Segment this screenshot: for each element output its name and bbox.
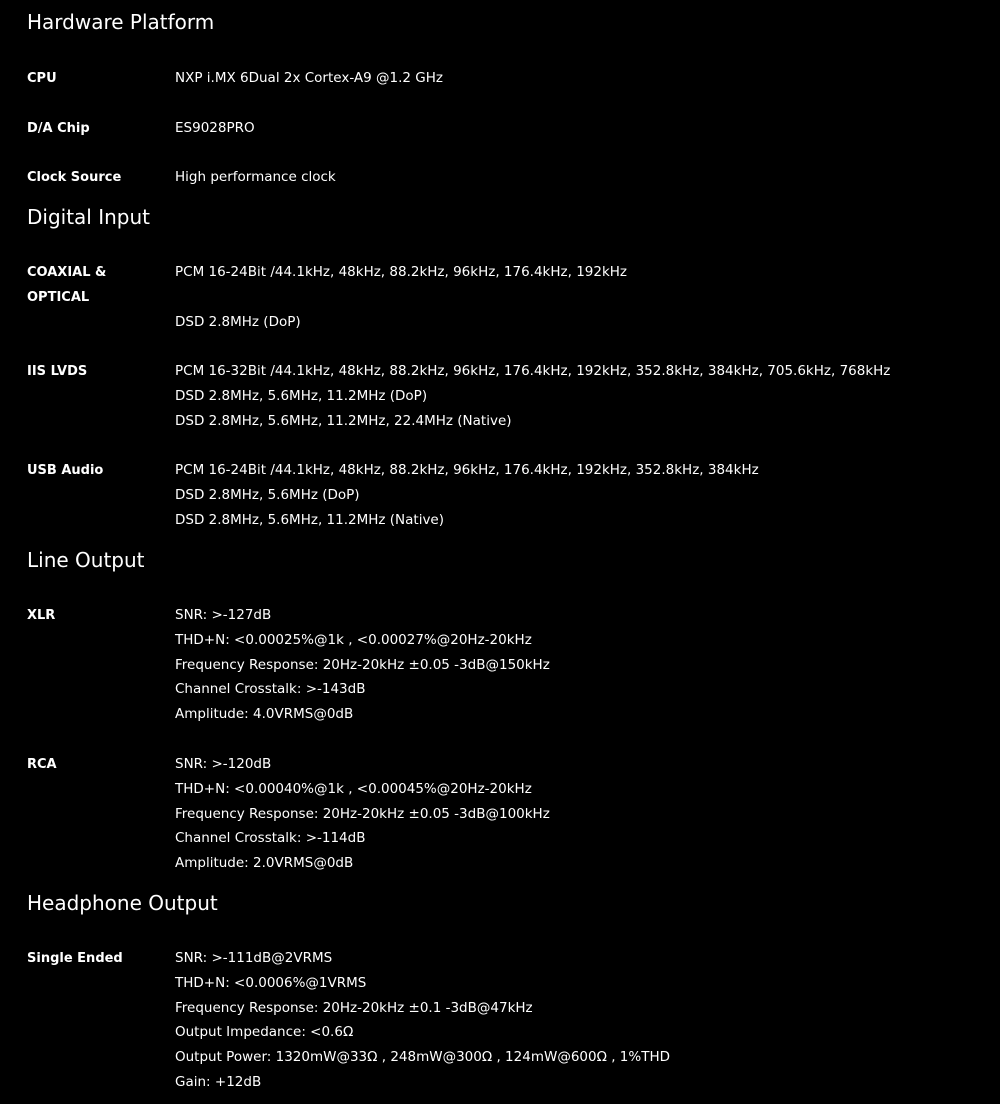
spec-value: THD+N: <0.00040%@1k , <0.00045%@20Hz-20kHz [175,780,532,797]
spec-value: SNR: >-127dB [175,607,272,623]
spec-value: SNR: >-111dB@2VRMS [175,950,333,966]
spec-values-single-ended [175,946,985,1095]
spec-value: SNR: >-120dB [175,756,272,772]
spec-value: DSD 2.8MHz, 5.6MHz, 11.2MHz (DoP) [175,387,428,404]
section-title-hardware-platform: Hardware Platform [27,10,215,34]
spec-value: DSD 2.8MHz (DoP) [175,313,301,330]
spec-value: THD+N: <0.0006%@1VRMS [175,974,367,991]
section-title-headphone-output: Headphone Output [27,891,218,915]
spec-value: DSD 2.8MHz, 5.6MHz, 11.2MHz, 22.4MHz (Native) [175,412,512,429]
spec-label-coaxial-optical: COAXIAL & OPTICAL [27,265,107,305]
spec-value: Amplitude: 4.0VRMS@0dB [175,706,354,723]
spec-values-coaxial-optical [175,260,985,334]
spec-label-xlr: XLR [27,608,56,623]
spec-value: PCM 16-24Bit /44.1kHz, 48kHz, 88.2kHz, 96kHz, 176.4kHz, 192kHz [175,264,628,280]
section-title-digital-input: Digital Input [27,205,151,229]
spec-value: ES9028PRO [175,120,255,136]
spec-value: PCM 16-24Bit /44.1kHz, 48kHz, 88.2kHz, 96kHz, 176.4kHz, 192kHz, 352.8kHz, 384kHz [175,462,759,478]
spec-value: NXP i.MX 6Dual 2x Cortex-A9 @1.2 GHz [175,70,443,86]
spec-value: Channel Crosstalk: >-114dB [175,830,366,847]
spec-value: Channel Crosstalk: >-143dB [175,681,366,698]
spec-value: Amplitude: 2.0VRMS@0dB [175,855,354,872]
spec-values-iis-lvds [175,359,985,433]
spec-value: Frequency Response: 20Hz-20kHz ±0.1 -3dB@47kHz [175,999,533,1016]
spec-label-single-ended: Single Ended [27,951,123,966]
spec-value-spacer [175,285,985,310]
spec-label-da-chip: D/A Chip [27,121,90,136]
spec-value: Frequency Response: 20Hz-20kHz ±0.05 -3dB@150kHz [175,656,550,673]
spec-value: DSD 2.8MHz, 5.6MHz (DoP) [175,486,360,503]
spec-label-usb-audio: USB Audio [27,463,104,478]
spec-values-cpu [175,66,985,91]
spec-value: PCM 16-32Bit /44.1kHz, 48kHz, 88.2kHz, 96kHz, 176.4kHz, 192kHz, 352.8kHz, 384kHz, 705.6kHz, 768kHz [175,363,891,379]
spec-label-clock-source: Clock Source [27,170,122,185]
spec-values-da-chip [175,116,985,141]
spec-value: Output Impedance: <0.6Ω [175,1024,354,1041]
spec-values-clock-source [175,165,985,190]
spec-value: DSD 2.8MHz, 5.6MHz, 11.2MHz (Native) [175,511,445,528]
spec-label-rca: RCA [27,757,57,772]
spec-value: THD+N: <0.00025%@1k , <0.00027%@20Hz-20kHz [175,631,532,648]
spec-value: Output Power: 1320mW@33Ω , 248mW@300Ω , 124mW@600Ω , 1%THD [175,1049,670,1066]
spec-value: Frequency Response: 20Hz-20kHz ±0.05 -3dB@100kHz [175,805,550,822]
spec-values-usb-audio [175,458,985,532]
section-title-line-output: Line Output [27,548,145,572]
spec-label-iis-lvds: IIS LVDS [27,364,88,379]
spec-values-xlr [175,603,985,727]
spec-label-cpu: CPU [27,71,57,86]
spec-values-rca [175,752,985,876]
spec-value: High performance clock [175,169,336,185]
spec-value: Gain: +12dB [175,1073,262,1090]
